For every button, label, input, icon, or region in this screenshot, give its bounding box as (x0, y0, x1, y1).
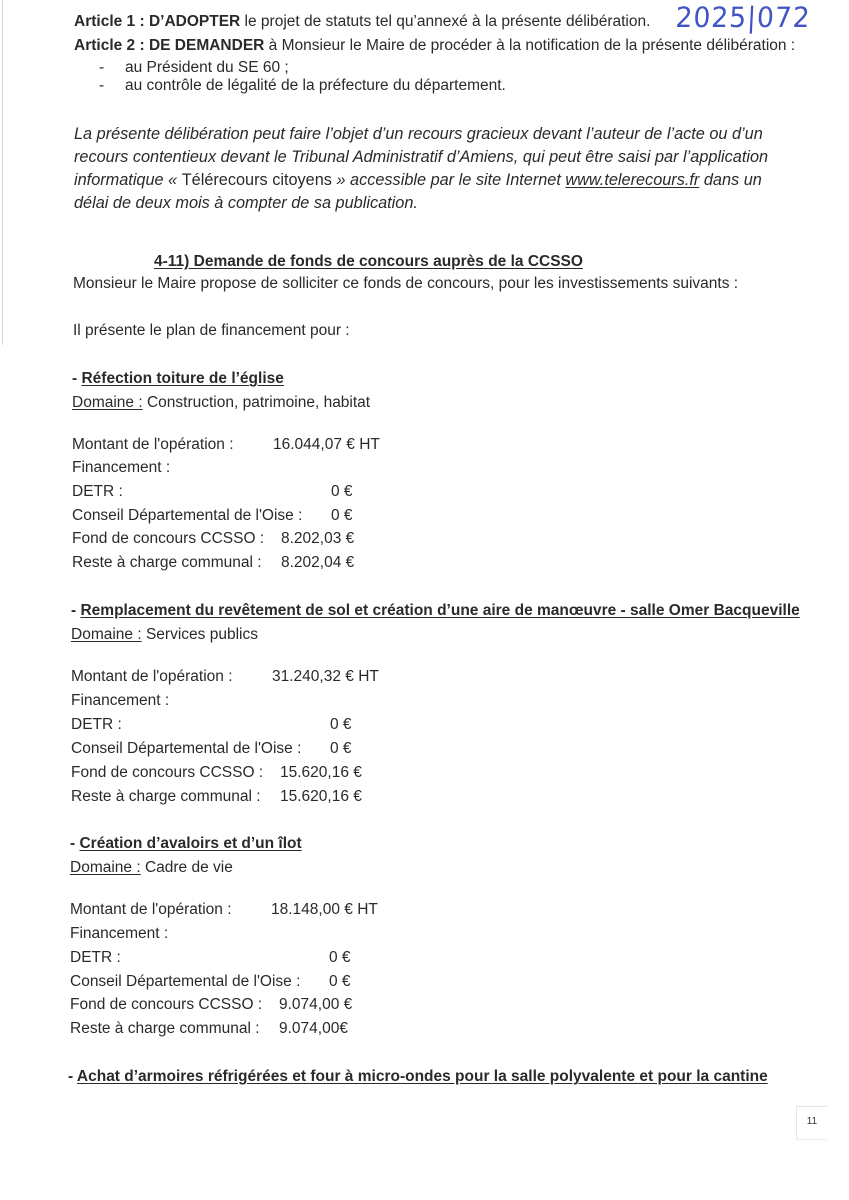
project-title (71, 602, 800, 620)
montant-label: Montant de l'opération : (72, 436, 234, 453)
conseil-label: Conseil Départemental de l'Oise : (71, 740, 302, 757)
recours-line (74, 171, 762, 189)
montant-value: 31.240,32 € HT (272, 668, 379, 685)
domaine-label: Domaine : (70, 859, 141, 876)
article-2-label: Article 2 : (74, 37, 149, 54)
recours-line: recours contentieux devant le Tribunal Administratif d’Amiens, qui peut être saisi par l’application (74, 148, 769, 166)
article-2-text: à Monsieur le Maire de procéder à la notification de la présente délibération : (264, 37, 796, 54)
telerecours-app-name: Télérecours citoyens (181, 171, 332, 189)
telerecours-link[interactable]: www.telerecours.fr (565, 171, 700, 189)
fond-value: 15.620,16 € (280, 764, 362, 781)
montant-label: Montant de l'opération : (70, 901, 232, 918)
recours-text: » accessible par le site Internet (331, 171, 566, 189)
detr-value: 0 € (331, 483, 353, 500)
recipient-item: au Président du SE 60 ; (125, 59, 289, 76)
reste-value: 8.202,04 € (281, 554, 355, 571)
project-title-text: Achat d’armoires réfrigérées et four à micro-ondes pour la salle polyvalente et pour la cantine (76, 1068, 768, 1085)
detr-label: DETR : (71, 716, 122, 733)
conseil-value: 0 € (331, 507, 353, 524)
reste-label: Reste à charge communal : (72, 554, 262, 571)
plan-intro: Il présente le plan de financement pour : (73, 322, 350, 339)
project-title-text: Remplacement du revêtement de sol et création d’une aire de manœuvre - salle Omer Bacqueville (80, 602, 800, 619)
fond-value: 8.202,03 € (281, 530, 355, 547)
project-domaine (71, 626, 258, 644)
page-number: 11 (796, 1106, 827, 1140)
conseil-label: Conseil Départemental de l'Oise : (70, 973, 301, 990)
financement-label: Financement : (71, 692, 170, 709)
project-dash: - (72, 370, 82, 387)
project-dash: - (70, 835, 80, 852)
recipient-bullet: - (99, 77, 105, 94)
fond-label: Fond de concours CCSSO : (70, 996, 263, 1013)
recours-line: délai de deux mois à compter de sa publication. (74, 194, 418, 212)
project-title (70, 835, 302, 853)
article-1 (74, 13, 650, 31)
reste-value: 9.074,00€ (279, 1020, 348, 1037)
conseil-label: Conseil Départemental de l'Oise : (72, 507, 303, 524)
project-dash: - (71, 602, 81, 619)
project-domaine (72, 394, 370, 412)
conseil-value: 0 € (330, 740, 352, 757)
recours-text: informatique « (74, 171, 182, 189)
detr-value: 0 € (329, 949, 351, 966)
article-1-text: le projet de statuts tel qu’annexé à la présente délibération. (240, 13, 651, 30)
conseil-value: 0 € (329, 973, 351, 990)
fond-label: Fond de concours CCSSO : (71, 764, 264, 781)
project-title (72, 370, 284, 388)
domaine-label: Domaine : (72, 394, 143, 411)
project-title (68, 1068, 768, 1086)
domaine-value: Cadre de vie (140, 859, 233, 876)
reste-label: Reste à charge communal : (71, 788, 261, 805)
article-1-verb: D’ADOPTER (148, 13, 241, 30)
project-dash: - (68, 1068, 77, 1085)
financement-label: Financement : (72, 459, 171, 476)
detr-value: 0 € (330, 716, 352, 733)
handwritten-reference-number: 2025|072 (674, 1, 812, 34)
montant-value: 16.044,07 € HT (273, 436, 380, 453)
reste-value: 15.620,16 € (280, 788, 362, 805)
montant-value: 18.148,00 € HT (271, 901, 378, 918)
recipient-item: au contrôle de légalité de la préfecture du département. (125, 77, 506, 94)
scan-edge-artifact (2, 0, 3, 345)
reste-label: Reste à charge communal : (70, 1020, 260, 1037)
project-title-text: Réfection toiture de l’église (81, 370, 284, 387)
recours-line: La présente délibération peut faire l’objet d’un recours gracieux devant l’auteur de l’acte ou d’un (74, 125, 763, 143)
recipient-bullet: - (99, 59, 105, 76)
domaine-value: Services publics (141, 626, 258, 643)
detr-label: DETR : (70, 949, 121, 966)
section-heading: 4-11) Demande de fonds de concours auprès de la CCSSO (154, 253, 583, 270)
detr-label: DETR : (72, 483, 123, 500)
domaine-value: Construction, patrimoine, habitat (142, 394, 371, 411)
fond-value: 9.074,00 € (279, 996, 353, 1013)
financement-label: Financement : (70, 925, 169, 942)
domaine-label: Domaine : (71, 626, 142, 643)
project-title-text: Création d’avaloirs et d’un îlot (79, 835, 302, 852)
section-intro: Monsieur le Maire propose de solliciter ce fonds de concours, pour les investissements suivants : (73, 275, 739, 292)
montant-label: Montant de l'opération : (71, 668, 233, 685)
article-2-verb: DE DEMANDER (148, 37, 265, 54)
article-1-label: Article 1 : (74, 13, 149, 30)
recours-text: dans un (699, 171, 762, 189)
fond-label: Fond de concours CCSSO : (72, 530, 265, 547)
article-2 (74, 37, 795, 55)
project-domaine (70, 859, 233, 877)
